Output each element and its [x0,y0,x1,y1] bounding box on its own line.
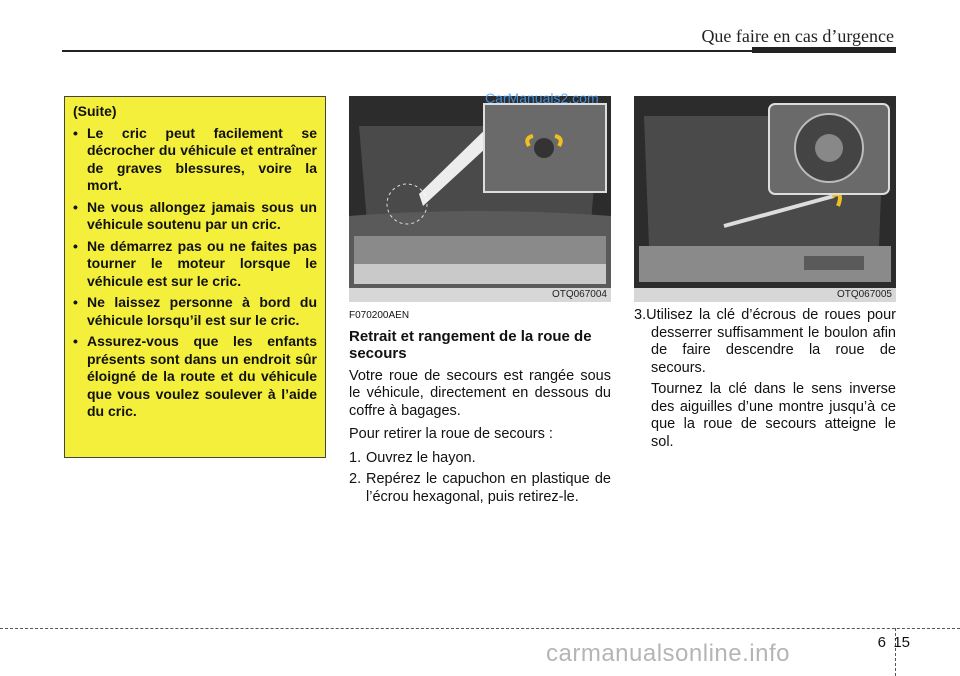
section-lead: Pour retirer la roue de secours : [349,426,553,442]
trunk-photo-left [349,96,611,302]
trunk-illustration-left [349,96,611,302]
warning-box [64,96,326,458]
section-code: F070200AEN [349,310,410,321]
trunk-illustration-right [634,96,896,302]
step-text: Ouvrez le hayon. [366,449,476,466]
footer-rule [0,628,960,629]
watermark-logo: CarManuals2.com [485,90,599,106]
warning-suite: (Suite) [73,103,117,119]
step-text: Repérez le capuchon en plastique de l’écrou hexagonal, puis retirez-le. [366,471,611,505]
footer-watermark: carmanualsonline.info [546,640,790,667]
warning-item: • Ne laissez personne à bord du véhicule lorsqu’il est sur le cric. [73,294,317,329]
step-number: 2. [349,471,362,487]
section-column-middle [349,307,611,510]
trunk-photo-right [634,96,896,302]
step-number: 1. [349,449,362,466]
warning-item: • Le cric peut facilement se décrocher du véhicule et entraîner de graves blessures, voire la mort. [73,125,317,195]
warning-item: • Ne démarrez pas ou ne faites pas tourner le moteur lorsque le véhicule est sur le cric. [73,238,317,291]
warning-item: • Ne vous allongez jamais sous un véhicule soutenu par un cric. [73,199,317,234]
figure-caption-left: OTQ067004 [349,288,611,302]
figure-caption-right: OTQ067005 [634,288,896,302]
step-item: 3.Utilisez la clé d’écrous de roues pour desserrer suffisamment le boulon afin de faire descendre la roue de secours. [634,307,896,376]
page-number: 15 [893,634,910,651]
header-title: Que faire en cas d’urgence [701,26,894,46]
warning-list [73,125,317,421]
step-detail: Tournez la clé dans le sens inverse des aiguilles d’une montre jusqu’à ce que la roue de secours atteigne le sol. [651,381,896,450]
warning-item: • Assurez-vous que les enfants présents sont dans un endroit sûr éloigné de la route et du véhicule que vous voulez soulever à l’aide du cric. [73,333,317,421]
section-column-right [634,307,896,451]
chapter-number: 6 [877,634,886,651]
section-intro: Votre roue de secours est rangée sous le véhicule, directement en dessous du coffre à bagages. [349,367,611,419]
step-item [349,450,611,468]
step-item [349,471,611,506]
section-heading: Retrait et rangement de la roue de secours [349,327,592,362]
header-rule-accent [752,47,896,53]
